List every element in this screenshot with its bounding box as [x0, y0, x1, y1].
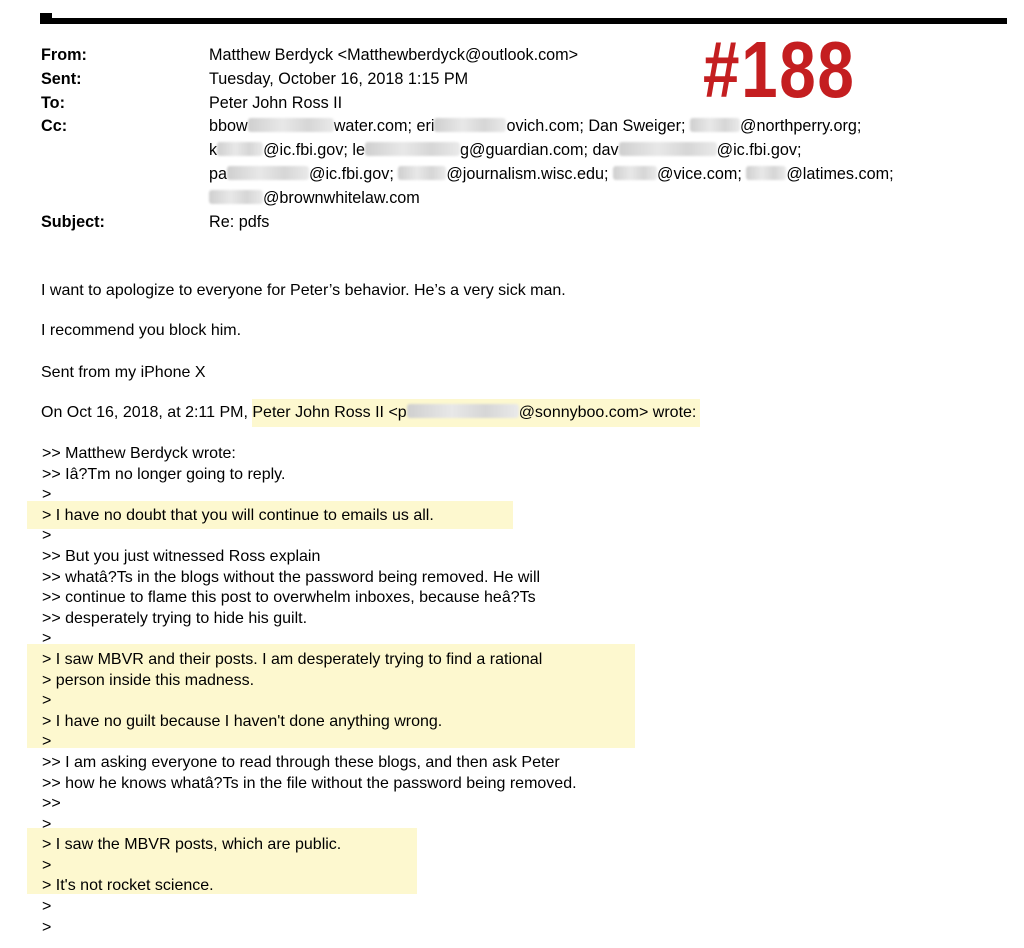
from-value: Matthew Berdyck <Matthewberdyck@outlook.com> — [209, 46, 579, 64]
quoted-line: >> But you just witnessed Ross explain — [42, 547, 321, 565]
quoted-line: >> Iâ?Tm no longer going to reply. — [42, 465, 286, 483]
from-row — [41, 44, 971, 68]
quoted-line: > — [42, 815, 52, 833]
quoted-line: >> — [42, 795, 61, 813]
cc-line-3 — [209, 163, 971, 187]
cc-line-2 — [209, 139, 971, 163]
quoted-line: >> Matthew Berdyck wrote: — [42, 445, 236, 462]
quoted-line: >> whatâ?Ts in the blogs without the password being removed. He will — [42, 568, 541, 586]
quoted-line: > — [42, 856, 52, 874]
sent-label: Sent: — [41, 69, 82, 88]
cc-text: @latimes.com; — [786, 164, 894, 183]
redaction — [209, 190, 263, 204]
sent-row — [41, 68, 971, 92]
body-signature: Sent from my iPhone X — [41, 364, 206, 381]
quoted-line: > — [42, 898, 52, 916]
quoted-line: > — [42, 918, 52, 936]
cc-text: @vice.com; — [657, 164, 747, 183]
sent-value: Tuesday, October 16, 2018 1:15 PM — [209, 69, 469, 88]
redaction — [619, 142, 717, 156]
top-rule — [40, 18, 1007, 24]
attribution-text: On Oct 16, 2018, at 2:11 PM, — [41, 404, 253, 421]
cc-text: ovich.com; Dan Sweiger; — [506, 117, 691, 136]
cc-line-1 — [209, 115, 971, 139]
to-value: Peter John Ross II — [209, 93, 343, 112]
cc-text: bbow — [209, 117, 248, 136]
quoted-line: > It's not rocket science. — [42, 877, 214, 895]
quoted-line: > — [42, 692, 52, 710]
attribution-sender: Peter John Ross II <p — [252, 404, 407, 421]
quote-attribution — [41, 403, 700, 423]
from-label: From: — [41, 46, 87, 64]
subject-row — [41, 211, 971, 235]
redaction — [398, 166, 446, 180]
quoted-thread — [41, 444, 981, 938]
cc-label: Cc: — [41, 117, 68, 136]
body-paragraph-recommend: I recommend you block him. — [41, 322, 242, 339]
quoted-line: >> I am asking everyone to read through these blogs, and then ask Peter — [42, 753, 560, 771]
redaction — [248, 118, 334, 132]
cc-text: water.com; eri — [333, 117, 435, 136]
quoted-line: > I have no doubt that you will continue to emails us all. — [42, 506, 434, 524]
to-label: To: — [41, 93, 65, 112]
cc-value — [209, 115, 971, 210]
cc-row — [41, 115, 971, 210]
cc-text: @ic.fbi.gov; — [716, 141, 802, 160]
to-row — [41, 92, 971, 116]
redaction — [407, 404, 519, 418]
redaction — [690, 118, 740, 132]
cc-text: pa — [209, 164, 228, 183]
quoted-line: > I have no guilt because I haven't done anything wrong. — [42, 712, 443, 730]
quoted-line: > person inside this madness. — [42, 671, 255, 689]
quoted-line: > I saw the MBVR posts, which are public. — [42, 836, 342, 854]
document-number-stamp: #188 — [703, 25, 856, 114]
redaction — [365, 142, 460, 156]
body-paragraph-apology: I want to apologize to everyone for Peter’s behavior. He’s a very sick man. — [41, 282, 566, 299]
redaction — [217, 142, 263, 156]
subject-value: Re: pdfs — [209, 212, 270, 231]
quoted-line: >> continue to flame this post to overwhelm inboxes, because heâ?Ts — [42, 589, 536, 607]
attribution-highlight — [252, 399, 700, 427]
redaction — [746, 166, 786, 180]
cc-text: @ic.fbi.gov; le — [263, 141, 366, 160]
quoted-line: > — [42, 486, 52, 504]
email-header — [41, 44, 971, 234]
cc-text: @ic.fbi.gov; — [309, 164, 399, 183]
attribution-address: @sonnyboo.com> wrote: — [518, 404, 697, 421]
quoted-line: > — [42, 630, 52, 648]
cc-text: @journalism.wisc.edu; — [446, 164, 614, 183]
quoted-line: >> desperately trying to hide his guilt. — [42, 609, 308, 627]
cc-line-4 — [209, 187, 971, 211]
redaction — [227, 166, 309, 180]
cc-text: g@guardian.com; dav — [460, 141, 619, 160]
cc-text: k — [209, 141, 218, 160]
cc-text: @northperry.org; — [740, 117, 862, 136]
quoted-line: >> how he knows whatâ?Ts in the file without the password being removed. — [42, 774, 577, 792]
subject-label: Subject: — [41, 212, 105, 231]
quoted-line: > — [42, 527, 52, 545]
quoted-line: > I saw MBVR and their posts. I am desperately trying to find a rational — [42, 650, 543, 668]
cc-text: @brownwhitelaw.com — [263, 188, 420, 207]
redaction — [613, 166, 657, 180]
redaction — [434, 118, 506, 132]
quoted-line: > — [42, 733, 52, 751]
